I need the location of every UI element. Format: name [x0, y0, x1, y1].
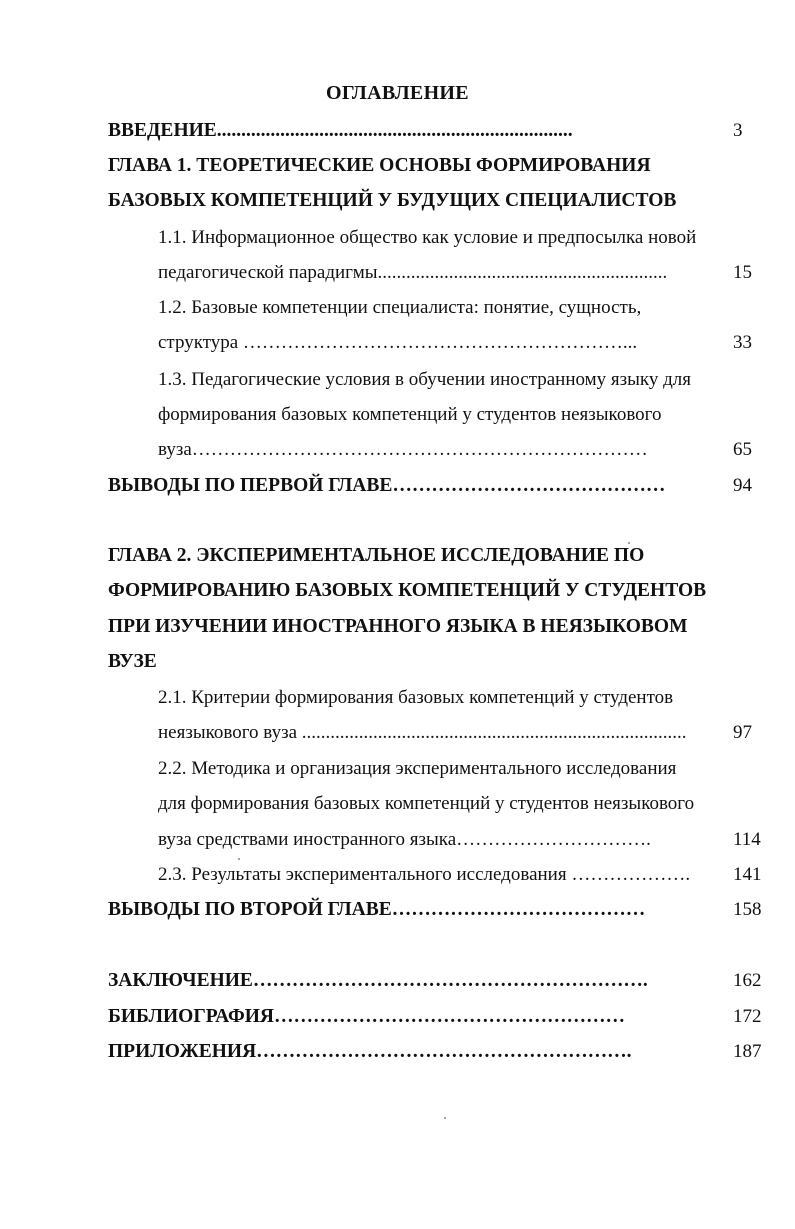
toc-entry-text: 2.1. Критерии формирования базовых компетенций у студентов	[158, 687, 674, 708]
toc-entry-page: 172	[733, 1006, 762, 1027]
toc-section-1-3-line-2	[0, 401, 795, 433]
toc-entry-text: 1.1. Информационное общество как условие и предпосылка новой	[158, 227, 697, 248]
toc-entry-text: ВЫВОДЫ ПО ВТОРОЙ ГЛАВЕ…………………………………	[108, 899, 646, 920]
toc-entry-text: вуза………………………………………………………………	[158, 439, 648, 460]
scan-speck	[444, 1117, 446, 1119]
toc-entry-text: 2.3. Результаты экспериментального исследования ……………….	[158, 864, 691, 885]
scan-speck	[628, 542, 630, 544]
toc-entry-text: для формирования базовых компетенций у студентов неязыкового	[158, 793, 695, 814]
toc-section-1-1-line-2	[0, 259, 795, 291]
toc-chapter-2-heading-line-1	[0, 542, 795, 574]
toc-entry-text: БИБЛИОГРАФИЯ………………………………………………	[108, 1006, 626, 1027]
toc-chapter-2-heading-line-3	[0, 613, 795, 645]
toc-entry-text: педагогической парадигмы.............................................................	[158, 262, 668, 283]
toc-entry-page: 15	[733, 262, 752, 283]
toc-entry-chapter-2-conclusions	[0, 896, 795, 928]
toc-entry-text: 2.2. Методика и организация экспериментального исследования	[158, 758, 677, 779]
toc-title: ОГЛАВЛЕНИЕ	[326, 82, 469, 104]
toc-entry-text: 1.3. Педагогические условия в обучении иностранному языку для	[158, 369, 692, 390]
toc-entry-text: вуза средствами иностранного языка………………………….	[158, 829, 651, 850]
toc-chapter-1-heading-line-2	[0, 187, 795, 219]
toc-entry-page: 94	[733, 475, 752, 496]
toc-section-2-2-line-1	[0, 755, 795, 787]
toc-entry-chapter-1-conclusions	[0, 472, 795, 504]
toc-section-1-3-line-3	[0, 436, 795, 468]
scan-speck	[238, 858, 240, 860]
toc-entry-appendices	[0, 1038, 795, 1070]
toc-section-2-2-line-3	[0, 826, 795, 858]
toc-entry-page: 141	[733, 864, 762, 885]
toc-chapter-1-heading-line-1	[0, 152, 795, 184]
toc-entry-text: структура ……………………………………………………...	[158, 332, 638, 353]
toc-entry-page: 114	[733, 829, 761, 850]
toc-entry-page: 158	[733, 899, 762, 920]
toc-entry-text: ФОРМИРОВАНИЮ БАЗОВЫХ КОМПЕТЕНЦИЙ У СТУДЕНТОВ	[108, 580, 707, 601]
toc-section-1-2-line-1	[0, 294, 795, 326]
toc-section-1-3-line-1	[0, 366, 795, 398]
toc-chapter-2-heading-line-2	[0, 577, 795, 609]
toc-entry-conclusion	[0, 967, 795, 999]
toc-chapter-2-heading-line-4	[0, 648, 795, 680]
toc-section-2-1-line-2	[0, 719, 795, 751]
toc-section-2-3	[0, 861, 795, 893]
toc-section-1-2-line-2	[0, 329, 795, 361]
toc-entry-page: 65	[733, 439, 752, 460]
toc-entry-text: ПРИ ИЗУЧЕНИИ ИНОСТРАННОГО ЯЗЫКА В НЕЯЗЫКОВОМ	[108, 616, 688, 637]
toc-section-1-1-line-1	[0, 224, 795, 256]
toc-section-2-2-line-2	[0, 790, 795, 822]
toc-entry-text: 1.2. Базовые компетенции специалиста: понятие, сущность,	[158, 297, 642, 318]
toc-entry-text: неязыкового вуза .................................................................................	[158, 722, 687, 743]
toc-entry-text: ГЛАВА 1. ТЕОРЕТИЧЕСКИЕ ОСНОВЫ ФОРМИРОВАНИЯ	[108, 155, 651, 176]
toc-entry-text: формирования базовых компетенций у студентов неязыкового	[158, 404, 662, 425]
toc-entry-page: 97	[733, 722, 752, 743]
toc-entry-text: ПРИЛОЖЕНИЯ………………………………………………….	[108, 1041, 632, 1062]
toc-entry-text: БАЗОВЫХ КОМПЕТЕНЦИЙ У БУДУЩИХ СПЕЦИАЛИСТОВ	[108, 190, 677, 211]
toc-entry-page: 33	[733, 332, 752, 353]
toc-entry-page: 187	[733, 1041, 762, 1062]
toc-entry-bibliography	[0, 1003, 795, 1035]
toc-entry-text: ВЫВОДЫ ПО ПЕРВОЙ ГЛАВЕ……………………………………	[108, 475, 666, 496]
toc-entry-page: 3	[733, 120, 743, 141]
toc-entry-page: 162	[733, 970, 762, 991]
toc-entry-text: ГЛАВА 2. ЭКСПЕРИМЕНТАЛЬНОЕ ИССЛЕДОВАНИЕ ПО	[108, 545, 645, 566]
toc-entry-text: ВВЕДЕНИЕ.........................................................................	[108, 120, 573, 141]
toc-entry-text: ЗАКЛЮЧЕНИЕ…………………………………………………….	[108, 970, 648, 991]
toc-section-2-1-line-1	[0, 684, 795, 716]
toc-entry-text: ВУЗЕ	[108, 651, 157, 672]
toc-entry-introduction	[0, 117, 795, 149]
